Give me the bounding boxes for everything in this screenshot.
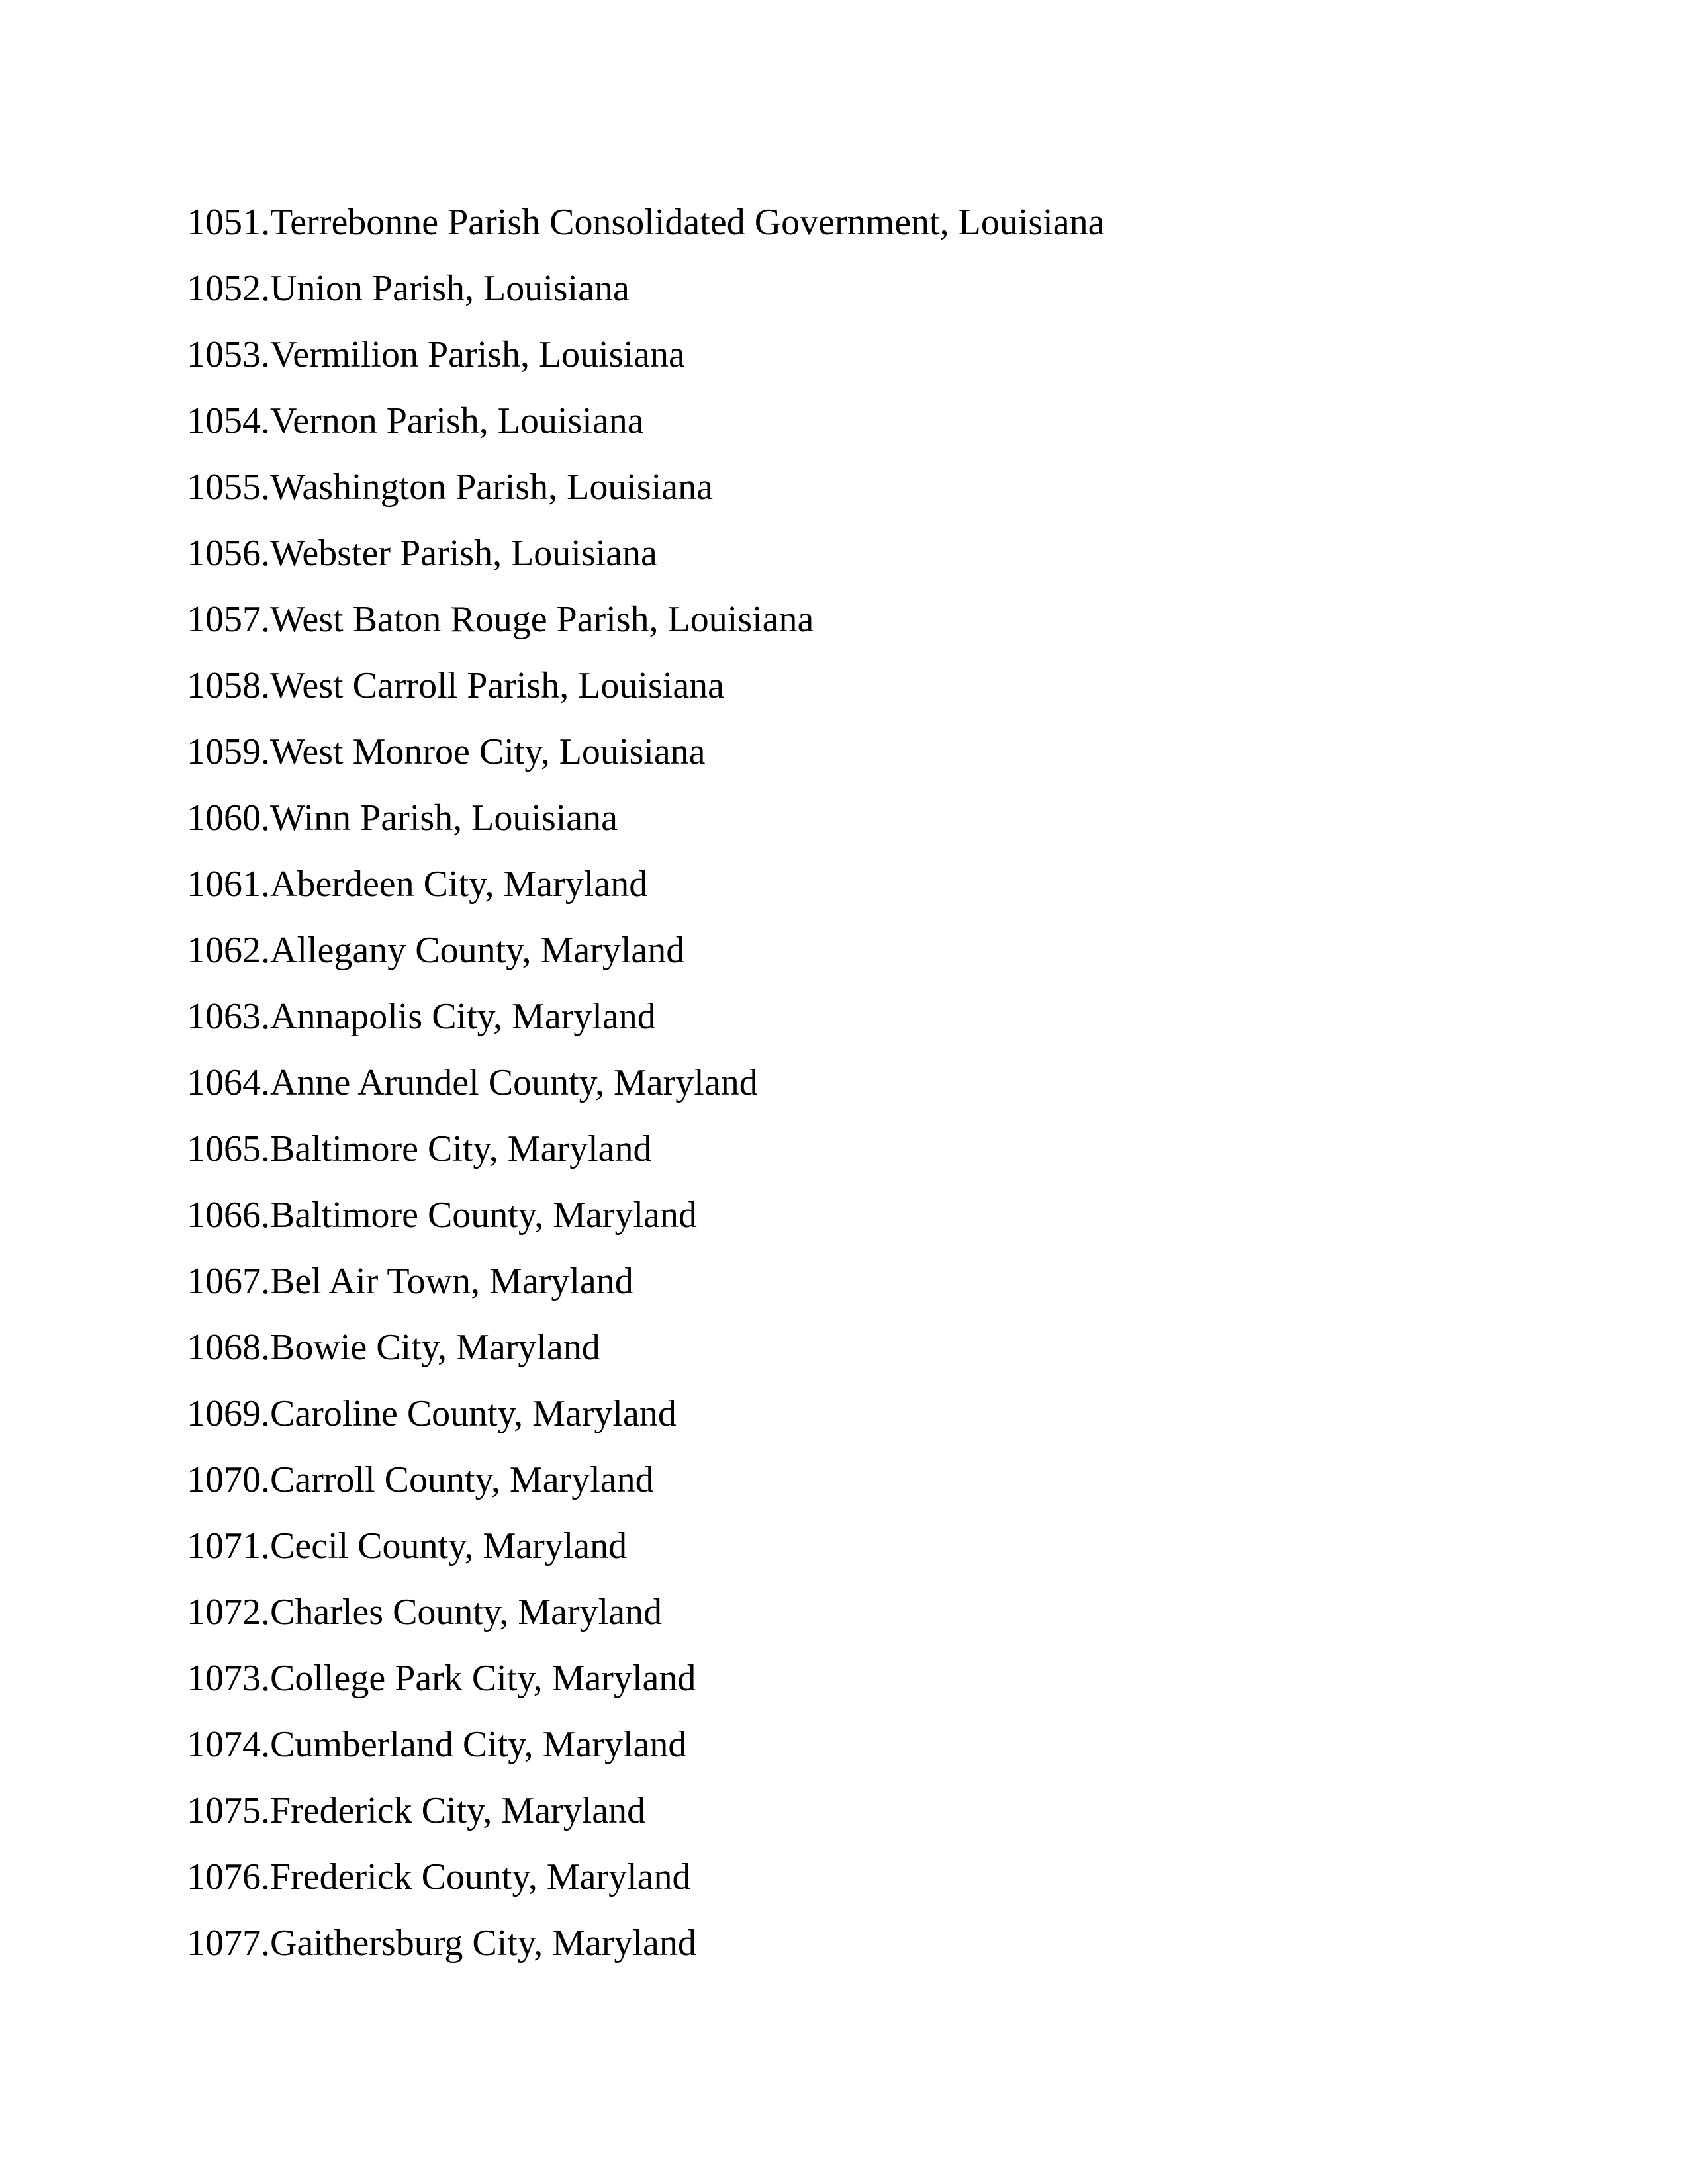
list-item [187,593,1104,659]
list-item [187,527,1104,593]
list-item [187,196,1104,262]
list-item [187,1850,1104,1917]
list-item [187,1255,1104,1321]
entry-name: Bel Air Town, Maryland [270,1261,633,1302]
list-item [187,1652,1104,1718]
list-item [187,1520,1104,1586]
entry-number: 1054. [187,400,270,441]
entry-name: Union Parish, Louisiana [270,268,630,309]
entry-name: College Park City, Maryland [270,1658,696,1699]
entry-number: 1067. [187,1261,270,1302]
entry-name: Charles County, Maryland [270,1592,663,1633]
entry-name: Allegany County, Maryland [270,930,685,971]
entry-name: West Monroe City, Louisiana [270,731,706,772]
entry-name: West Carroll Parish, Louisiana [270,665,725,706]
list-item [187,1189,1104,1255]
list-item [187,1917,1104,1983]
entry-name: Frederick County, Maryland [270,1856,691,1897]
entry-name: Annapolis City, Maryland [270,996,656,1037]
entry-name: Baltimore County, Maryland [270,1195,697,1236]
entry-number: 1073. [187,1658,270,1699]
entry-name: Winn Parish, Louisiana [270,797,618,839]
entry-name: Baltimore City, Maryland [270,1128,652,1169]
entry-number: 1051. [187,202,270,243]
list-item [187,461,1104,527]
entry-number: 1071. [187,1525,270,1567]
list-item [187,924,1104,990]
entry-name: Gaithersburg City, Maryland [270,1923,696,1964]
entry-number: 1068. [187,1327,270,1368]
entry-number: 1055. [187,467,270,508]
entry-name: Caroline County, Maryland [270,1393,677,1434]
list-item [187,659,1104,725]
entry-name: Webster Parish, Louisiana [270,533,657,574]
entry-number: 1063. [187,996,270,1037]
entry-number: 1077. [187,1923,270,1964]
entry-name: Cecil County, Maryland [270,1525,628,1567]
entry-number: 1069. [187,1393,270,1434]
list-item [187,1321,1104,1387]
entry-number: 1053. [187,334,270,375]
entry-number: 1056. [187,533,270,574]
list-item [187,1586,1104,1652]
entry-name: Vermilion Parish, Louisiana [270,334,685,375]
list-item [187,1387,1104,1453]
entry-number: 1057. [187,599,270,640]
list-item [187,394,1104,461]
entry-name: Vernon Parish, Louisiana [270,400,644,441]
entry-number: 1065. [187,1128,270,1169]
entry-number: 1074. [187,1724,270,1765]
list-item [187,1056,1104,1122]
entry-name: Anne Arundel County, Maryland [270,1062,758,1103]
entry-name: Frederick City, Maryland [270,1790,646,1831]
list-item [187,1122,1104,1189]
list-item [187,725,1104,792]
list-item [187,1718,1104,1784]
entry-number: 1076. [187,1856,270,1897]
entry-name: Washington Parish, Louisiana [270,467,713,508]
list-item [187,792,1104,858]
list-item [187,1453,1104,1520]
entry-number: 1075. [187,1790,270,1831]
entry-number: 1052. [187,268,270,309]
list-item [187,858,1104,924]
entry-number: 1058. [187,665,270,706]
entry-number: 1062. [187,930,270,971]
list-item [187,262,1104,328]
entry-number: 1060. [187,797,270,839]
entry-name: Bowie City, Maryland [270,1327,600,1368]
entry-name: Carroll County, Maryland [270,1459,654,1500]
entry-list [187,196,1104,1983]
entry-name: Aberdeen City, Maryland [270,864,648,905]
entry-name: Cumberland City, Maryland [270,1724,687,1765]
entry-name: West Baton Rouge Parish, Louisiana [270,599,814,640]
list-item [187,328,1104,394]
list-item [187,1784,1104,1850]
entry-number: 1066. [187,1195,270,1236]
entry-number: 1070. [187,1459,270,1500]
entry-number: 1061. [187,864,270,905]
entry-name: Terrebonne Parish Consolidated Government, Louisiana [270,202,1105,243]
entry-number: 1072. [187,1592,270,1633]
entry-number: 1064. [187,1062,270,1103]
list-item [187,990,1104,1056]
entry-number: 1059. [187,731,270,772]
